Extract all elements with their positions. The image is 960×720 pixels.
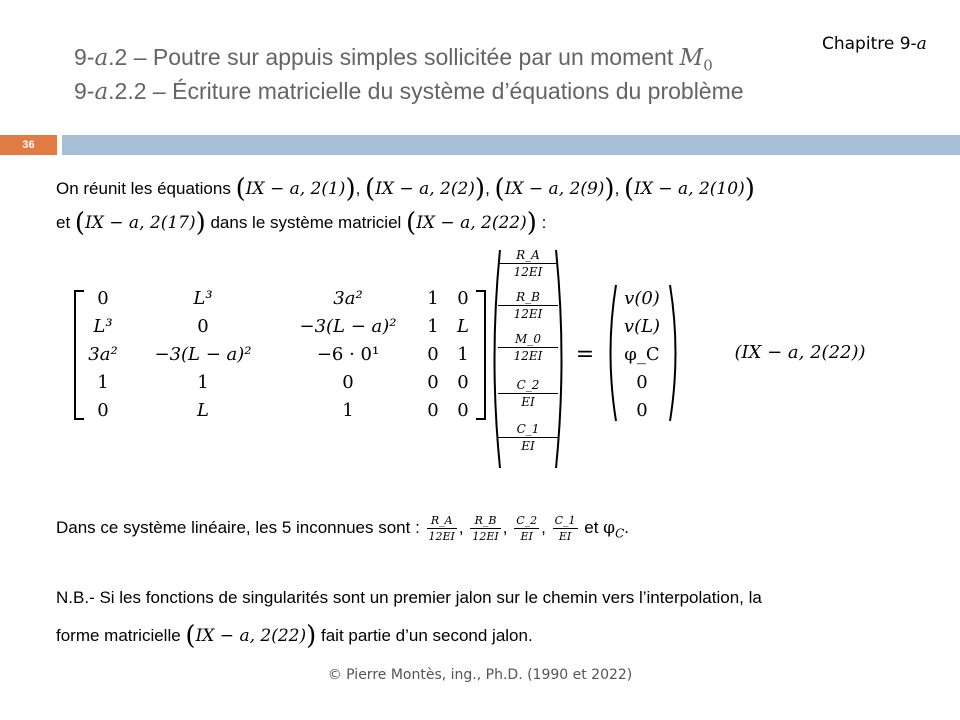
equation-ref: IX − a, 2(9)	[504, 179, 605, 199]
matrix-cell: −3(L − a)²	[154, 344, 252, 365]
matrix-equation	[68, 248, 898, 470]
rhs-cell: 0	[636, 372, 648, 393]
matrix-cell: 0	[427, 344, 439, 365]
matrix-cell: 3a²	[88, 344, 118, 365]
equation-ref: IX − a, 2(2)	[375, 179, 475, 199]
matrix-cell: 1	[427, 288, 439, 309]
unknown-fraction: $\frac{R\_B}{12EI}$	[472, 514, 499, 543]
matrix-cell: L³	[193, 288, 213, 309]
matrix-cell: 0	[427, 372, 439, 393]
matrix-cell: L³	[93, 316, 113, 337]
matrix-cell: 1	[197, 372, 209, 393]
matrix-right-bracket	[476, 290, 486, 420]
unknown-fraction: $\frac{C\_2}{EI}$	[498, 378, 558, 409]
matrix-cell: 1	[342, 400, 354, 421]
equation-ref: IX − a, 2(17)	[85, 213, 196, 233]
matrix-cell: L	[197, 400, 209, 421]
rhs-cell: v(0)	[624, 288, 660, 309]
equals-sign: =	[575, 342, 595, 367]
intro-line-1: On réunit les équations (IX − a, 2(1)), (IX − a, 2(2)), (IX − a, 2(9)), (IX − a, 2(10))	[56, 174, 755, 204]
matrix-cell: 1	[97, 372, 109, 393]
matrix-cell: 1	[427, 316, 439, 337]
matrix-cell: 0	[457, 372, 469, 393]
unknown-fraction: $\frac{C\_1}{EI}$	[498, 422, 558, 453]
unknown-fraction: $\frac{C\_1}{EI}$	[554, 514, 576, 543]
matrix-cell: 0	[342, 372, 354, 393]
unknowns-sentence: Dans ce système linéaire, les 5 inconnues sont : $\frac{R\_A}{12EI}$ , $\frac{R\_B}{12EI}$ , $\frac{C\_2}{EI}$ , $\frac{C\_1}{EI}$ et $\varphi_C$.	[56, 514, 629, 543]
equation-ref: IX − a, 2(1)	[245, 179, 346, 199]
unknown-fraction: $\frac{M\_0}{12EI}$	[498, 332, 558, 363]
matrix-cell: 3a²	[333, 288, 363, 309]
unknown-fraction: $\frac{R\_A}{12EI}$	[428, 514, 455, 543]
unknown-fraction: $\frac{C\_2}{EI}$	[516, 514, 538, 543]
nb-line-2: forme matricielle (IX − a, 2(22)) fait partie d’un second jalon.	[56, 621, 533, 651]
equation-number: (IX − a, 2(22))	[734, 342, 866, 363]
rhs-cell: 0	[636, 400, 648, 421]
nb-line-1: N.B.- Si les fonctions de singularités sont un premier jalon sur le chemin vers l’interpolation, la	[56, 588, 762, 607]
matrix-cell: 1	[457, 344, 469, 365]
slide-title-line2: 9-a.2.2 – Écriture matricielle du système d’équations du problème	[74, 78, 744, 105]
unknown-fraction: $\frac{R\_B}{12EI}$	[498, 290, 558, 321]
slide-number-badge: 36	[0, 135, 57, 155]
rhs-cell: v(L)	[623, 316, 661, 337]
matrix-cell: 0	[457, 288, 469, 309]
matrix-cell: 0	[197, 316, 209, 337]
equation-ref: IX − a, 2(22)	[195, 626, 307, 646]
matrix-cell: 0	[457, 400, 469, 421]
rhs-cell: φ_C	[624, 344, 660, 365]
matrix-cell: 0	[97, 400, 109, 421]
copyright-footer: © Pierre Montès, ing., Ph.D. (1990 et 2022)	[327, 667, 633, 683]
matrix-cell: L	[457, 316, 469, 337]
equation-ref: IX − a, 2(10)	[634, 179, 745, 199]
header-divider-bar	[62, 135, 960, 155]
slide-title-line1: 9-a.2 – Poutre sur appuis simples sollicitée par un moment $M_0$	[74, 44, 713, 75]
equation-ref: IX − a, 2(22)	[416, 213, 527, 233]
intro-line-2: et (IX − a, 2(17)) dans le système matriciel (IX − a, 2(22)) :	[56, 208, 547, 238]
rhs-right-paren	[668, 283, 682, 423]
matrix-cell: 0	[427, 400, 439, 421]
unknown-fraction: $\frac{R\_A}{12EI}$	[498, 248, 558, 279]
chapter-label: Chapitre 9-a	[822, 34, 927, 54]
matrix-cell: −3(L − a)²	[299, 316, 397, 337]
matrix-cell: −6 · 0¹	[316, 344, 380, 365]
matrix-cell: 0	[97, 288, 109, 309]
